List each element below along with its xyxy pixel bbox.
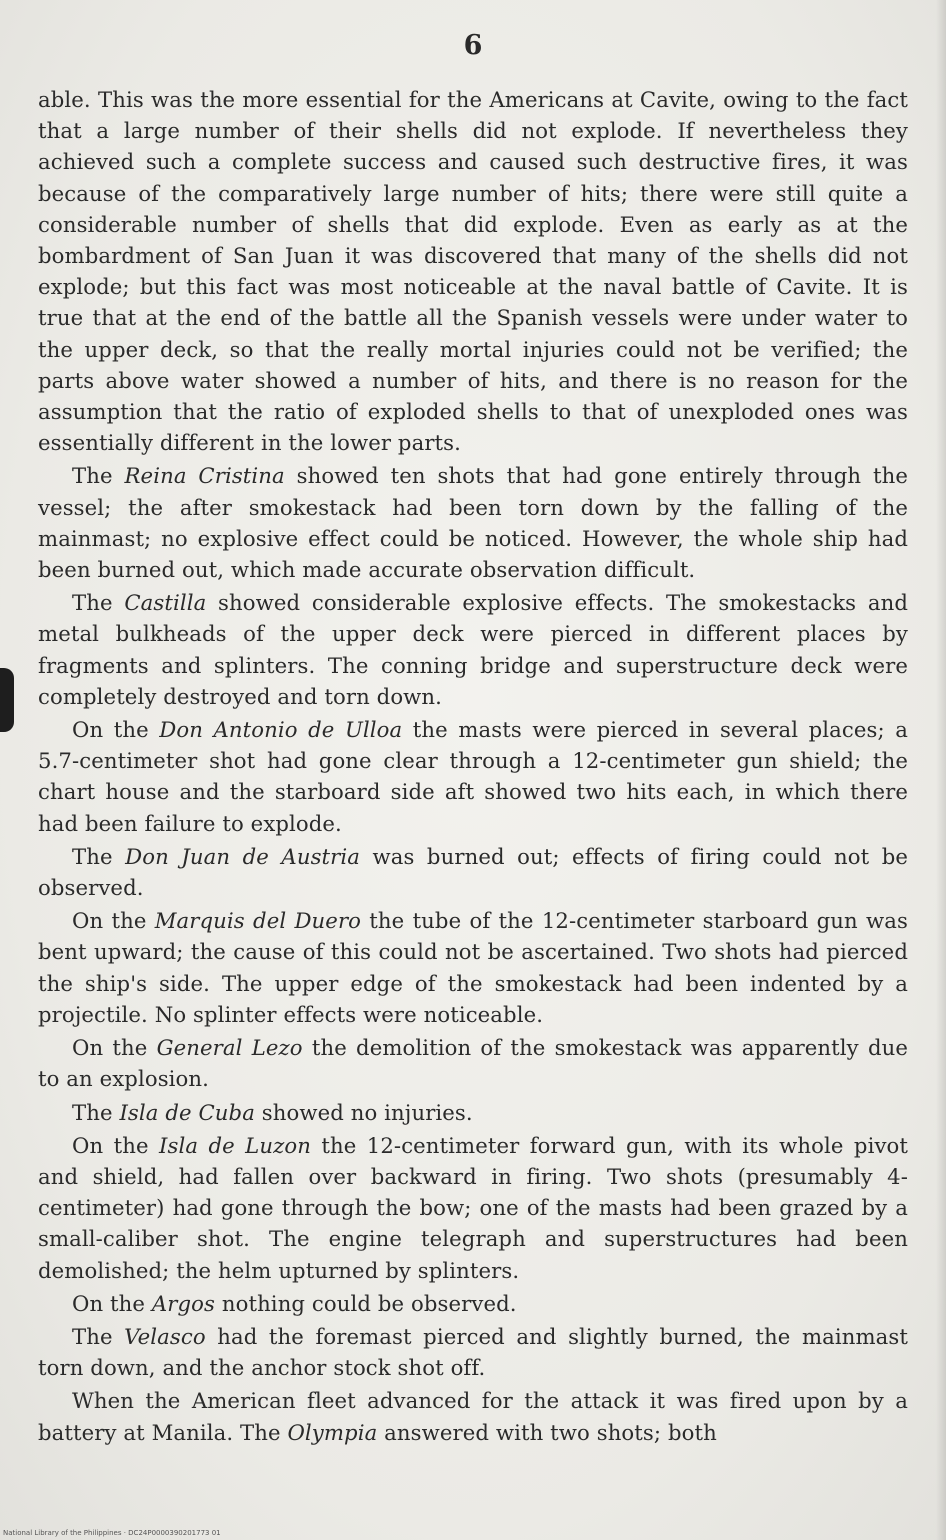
text-run: On the — [72, 1290, 152, 1316]
text-run: the masts were pierced in several places; a 5.7-centimeter shot had gone clear through a 12-centimeter gun shield; the chart house and the starboard side aft showed two hits each, in which there had been failure to explode. — [38, 717, 908, 836]
paragraph — [38, 1130, 908, 1286]
text-run: the 12-centimeter forward gun, with its whole pivot and shield, had fallen over backward in firing. Two shots (presumably 4-centimeter) had gone through the bow; one of the masts had been grazed by a small-caliber shot. The engine telegraph and superstructures had been demolished; the helm upturned by splinters. — [38, 1132, 908, 1283]
ship-name: Don Juan de Austria — [125, 843, 360, 869]
text-run: nothing could be observed. — [215, 1290, 517, 1316]
ship-name: Velasco — [124, 1323, 206, 1349]
text-run: showed considerable explosive effects. The smokestacks and metal bulkheads of the upper deck were pierced in different places by fragments and splinters. The conning bridge and superstructure deck were completely destroyed and torn down. — [38, 590, 908, 709]
text-run: The — [72, 843, 126, 869]
text-run: the demolition of the smokestack was apparently due to an explosion. — [38, 1035, 908, 1092]
body-text — [38, 84, 908, 1448]
ship-name: Marquis del Duero — [154, 908, 362, 934]
ship-name: Castilla — [124, 590, 207, 616]
paragraph — [38, 905, 908, 1030]
text-run: On the — [72, 908, 155, 934]
text-run: On the — [72, 717, 160, 743]
text-run: had the foremast pierced and slightly burned, the mainmast torn down, and the anchor stock shot off. — [38, 1323, 908, 1381]
text-run: able. This was the more essential for the Americans at Cavite, owing to the fact that a large number of their shells did not explode. If nevertheless they achieved such a complete success and caused such destructive fires, it was because of the comparatively large number of hits; there were still quite a considerable number of shells that did explode. Even as early as at the bombardment of San Juan it was discovered that many of the shells did not explode; but this fact was most noticeable at the naval battle of Cavite. It is true that at the end of the battle all the Spanish vessels were under water to the upper deck, so that the really mortal injuries could not be verified; the parts above water showed a number of hits, and there is no reason for the assumption that the ratio of exploded shells to that of unexploded ones was essentially different in the lower parts. — [38, 87, 908, 456]
text-run: On the — [72, 1035, 157, 1061]
text-run: The — [72, 590, 125, 616]
text-run: answered with two shots; both — [377, 1419, 717, 1445]
paragraph — [38, 1097, 908, 1128]
paragraph — [38, 84, 908, 458]
text-run: showed no injuries. — [254, 1099, 473, 1125]
text-run: showed ten shots that had gone entirely through the vessel; the after smokestack had been torn down by the falling of the mainmast; no explosive effect could be noticed. However, the whole ship had been burned out, which made accurate observation difficult. — [38, 463, 908, 583]
ship-name: Reina Cristina — [124, 463, 285, 489]
ship-name: Isla de Luzon — [159, 1132, 311, 1158]
page-number: 6 — [463, 30, 483, 61]
text-run: The — [72, 463, 125, 489]
paragraph — [38, 460, 908, 585]
paragraph — [38, 714, 908, 839]
ship-name: Olympia — [287, 1419, 378, 1445]
paragraph — [38, 1385, 908, 1447]
paragraph — [38, 1321, 908, 1383]
text-run: On the — [72, 1132, 160, 1158]
ship-name: Don Antonio de Ulloa — [159, 717, 403, 743]
ship-name: General Lezo — [156, 1035, 303, 1061]
binding-shadow — [0, 668, 14, 732]
ship-name: Isla de Cuba — [119, 1099, 255, 1125]
text-run: The — [72, 1323, 125, 1349]
scan-footer-id: National Library of the Philippines · DC24P0000390201773 01 — [3, 1529, 221, 1537]
page-edge-shadow — [936, 0, 946, 1540]
paragraph — [38, 841, 908, 903]
text-run: was burned out; effects of firing could not be observed. — [38, 843, 909, 901]
text-run: the tube of the 12-centimeter starboard gun was bent upward; the cause of this could not be ascertained. Two shots had pierced the ship's side. The upper edge of the smokestack had been indented by a projectile. No splinter effects were noticeable. — [38, 908, 908, 1027]
paragraph — [38, 587, 908, 712]
paragraph — [38, 1032, 908, 1094]
ship-name: Argos — [151, 1290, 216, 1316]
text-run: When the American fleet advanced for the attack it was fired upon by a battery at Manila. The — [38, 1388, 908, 1445]
paragraph — [38, 1288, 908, 1319]
text-run: The — [72, 1099, 120, 1125]
